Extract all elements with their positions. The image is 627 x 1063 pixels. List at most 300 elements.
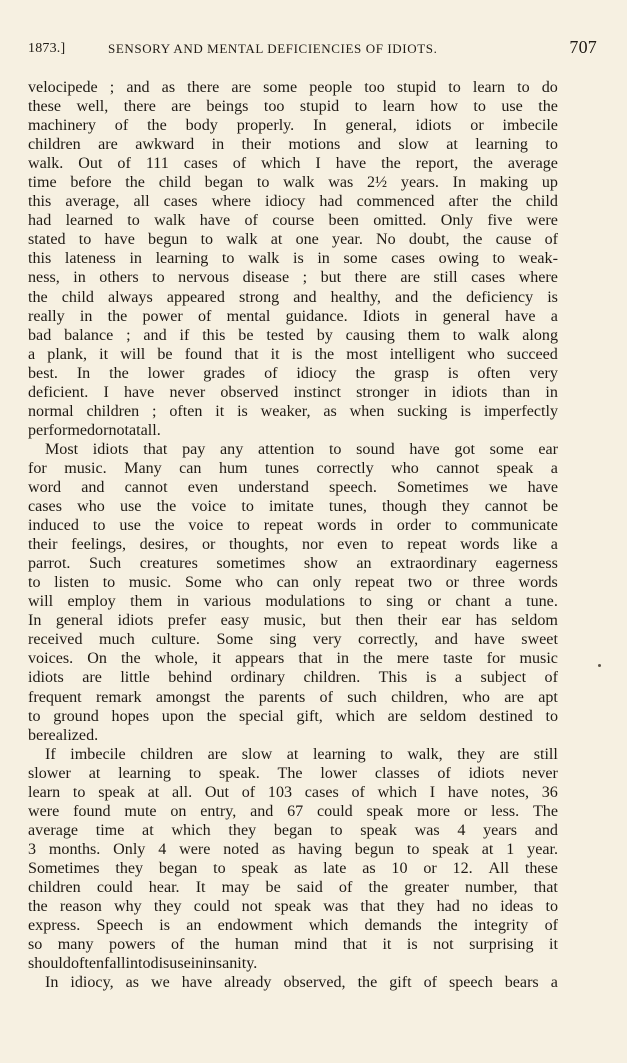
text-word: have xyxy=(181,974,213,992)
text-word: have xyxy=(527,478,558,496)
text-word: 4 xyxy=(457,821,466,839)
text-word: has xyxy=(475,612,498,630)
text-word: of xyxy=(241,783,256,801)
text-word: be xyxy=(265,878,281,896)
text-word: cannot xyxy=(484,498,528,516)
text-word: to xyxy=(354,98,368,116)
text-word: stupid xyxy=(299,98,340,116)
text-word: the xyxy=(492,193,512,211)
text-word: got xyxy=(454,440,475,458)
text-word: children xyxy=(86,402,140,420)
text-word: to xyxy=(237,517,250,535)
text-word: in xyxy=(176,593,190,611)
text-word: speech xyxy=(448,974,493,992)
text-word: begun xyxy=(148,231,188,249)
text-word: best. xyxy=(28,364,58,382)
text-word: 67 xyxy=(287,802,304,820)
text-word: classes xyxy=(374,764,420,782)
running-header xyxy=(28,36,597,60)
text-line xyxy=(28,630,558,649)
text-word: it xyxy=(215,402,225,420)
text-word: to xyxy=(448,79,461,96)
text-word: very xyxy=(312,631,342,649)
text-word: walk xyxy=(154,212,186,230)
text-word: speak xyxy=(360,821,397,839)
text-word: this xyxy=(28,193,52,211)
text-word: voice xyxy=(191,498,227,516)
text-word: to xyxy=(329,821,343,839)
text-word: The xyxy=(277,764,303,782)
text-word: learning xyxy=(118,764,171,782)
text-word: begun xyxy=(354,840,395,858)
text-word: 3 xyxy=(28,840,37,858)
text-word: chant xyxy=(455,593,491,611)
text-word: not xyxy=(433,936,454,954)
text-word: learn xyxy=(28,783,61,801)
text-word: all xyxy=(133,193,150,211)
text-word: repeat xyxy=(407,536,447,554)
text-word: frequent xyxy=(28,688,82,706)
text-word: to xyxy=(381,536,394,554)
text-word: that xyxy=(298,650,323,668)
text-word: it xyxy=(212,650,222,668)
text-word: their xyxy=(397,612,428,630)
text-word: the xyxy=(381,155,401,173)
text-word: at xyxy=(446,136,458,154)
text-word: idiocy xyxy=(296,364,337,382)
text-word: could xyxy=(193,898,230,916)
text-word: had xyxy=(319,193,343,211)
text-word: can xyxy=(276,574,299,592)
text-word: an xyxy=(356,555,372,573)
text-word: words xyxy=(460,536,500,554)
text-line xyxy=(28,78,558,97)
text-word: machinery xyxy=(28,117,96,135)
text-word: where xyxy=(518,269,558,287)
text-word: ; xyxy=(152,402,157,420)
text-word: have xyxy=(104,231,135,249)
text-word: motions xyxy=(288,136,341,154)
text-word: performed xyxy=(28,421,96,439)
text-word: speak xyxy=(98,783,135,801)
text-word: strong xyxy=(238,288,280,306)
text-word: 10 xyxy=(391,859,408,877)
text-word: they xyxy=(115,859,144,877)
text-word: I xyxy=(315,155,321,173)
text-word: many xyxy=(57,936,94,954)
text-word: Such xyxy=(89,555,122,573)
text-word: pay xyxy=(182,440,206,458)
text-word: body xyxy=(185,117,218,135)
text-word: but xyxy=(320,269,342,287)
text-word: which xyxy=(261,155,301,173)
text-word: to xyxy=(152,269,165,287)
text-word: of xyxy=(338,878,353,896)
text-word: be xyxy=(238,326,254,344)
text-word: into xyxy=(125,955,151,973)
text-word: succeed xyxy=(506,345,558,363)
text-word: not xyxy=(108,421,130,439)
text-line xyxy=(28,154,558,173)
text-word: powers xyxy=(109,936,156,954)
text-word: then xyxy=(355,612,384,630)
text-word: employ xyxy=(67,593,116,611)
text-word: year. xyxy=(332,231,363,249)
text-word: them xyxy=(130,593,163,611)
text-word: less. xyxy=(491,802,520,820)
text-word: three xyxy=(472,574,505,592)
text-word: are xyxy=(231,79,252,96)
text-word: and xyxy=(395,288,419,306)
text-word: upon xyxy=(161,707,194,725)
text-word: children xyxy=(28,136,81,154)
text-word: of xyxy=(437,764,451,782)
text-word: can xyxy=(179,459,202,477)
text-word: have xyxy=(474,631,505,649)
text-word: In xyxy=(28,612,42,630)
text-word: extraordinary xyxy=(390,555,477,573)
text-word: there xyxy=(123,98,156,116)
text-word: have xyxy=(199,212,231,230)
text-word: sound xyxy=(356,440,395,458)
text-word: is xyxy=(460,402,471,420)
text-word: sing xyxy=(386,593,414,611)
text-word: thoughts, xyxy=(228,536,289,554)
text-word: where xyxy=(211,193,251,211)
text-word: are xyxy=(82,669,102,687)
text-word: correctly xyxy=(316,459,374,477)
text-word: walk xyxy=(226,231,258,249)
text-word: entry, xyxy=(200,802,237,820)
text-word: stated xyxy=(28,231,66,249)
text-word: idiocy, xyxy=(70,974,114,992)
text-word: guidance. xyxy=(285,307,348,325)
text-word: healthy, xyxy=(330,288,381,306)
text-word: there xyxy=(354,269,387,287)
text-word: show xyxy=(303,555,338,573)
text-word: on xyxy=(170,802,187,820)
text-line xyxy=(28,954,558,973)
text-word: idiots xyxy=(468,764,505,782)
text-word: in xyxy=(211,136,225,154)
text-word: which xyxy=(171,821,211,839)
text-word: learning xyxy=(155,250,209,268)
text-word: seldom xyxy=(419,707,467,725)
text-word: too xyxy=(263,98,285,116)
text-word: of xyxy=(544,231,558,249)
text-word: the xyxy=(357,974,378,992)
text-word: in xyxy=(317,250,330,268)
text-word: like xyxy=(513,536,538,554)
text-word: stronger xyxy=(356,383,409,401)
text-word: in xyxy=(423,383,437,401)
text-word: could xyxy=(316,802,353,820)
text-word: ear xyxy=(441,612,462,630)
text-word: apt xyxy=(538,688,558,706)
text-word: eagerness xyxy=(495,555,558,573)
text-word: I xyxy=(103,383,109,401)
text-word: parents xyxy=(258,688,306,706)
text-line xyxy=(28,973,558,992)
text-word: began xyxy=(158,859,198,877)
text-word: years. xyxy=(400,174,439,192)
text-word: not xyxy=(241,898,263,916)
text-word: is xyxy=(159,917,170,935)
text-word: reason xyxy=(59,898,102,916)
text-line xyxy=(28,459,558,478)
text-word: having xyxy=(298,840,342,858)
text-word: speech. xyxy=(329,478,377,496)
text-word: All xyxy=(488,859,510,877)
text-word: there xyxy=(187,79,220,96)
text-word: lateness xyxy=(64,250,116,268)
text-word: idiots xyxy=(92,440,129,458)
text-word: general xyxy=(55,612,104,630)
text-word: as xyxy=(323,402,337,420)
text-word: often xyxy=(477,364,511,382)
text-word: and xyxy=(81,478,105,496)
text-line xyxy=(28,840,558,859)
text-line xyxy=(28,421,558,440)
text-word: in xyxy=(414,307,428,325)
text-word: be xyxy=(542,498,558,516)
text-word: some xyxy=(489,440,524,458)
text-line xyxy=(28,535,558,554)
text-word: is xyxy=(237,402,248,420)
text-word: observed xyxy=(220,383,279,401)
text-word: sing xyxy=(269,631,297,649)
text-word: at xyxy=(270,231,283,249)
text-word: properly. xyxy=(236,117,295,135)
text-word: and xyxy=(534,821,558,839)
text-word: music xyxy=(519,650,558,668)
text-word: walk xyxy=(283,174,315,192)
text-word: bad xyxy=(28,326,52,344)
text-word: cases xyxy=(391,250,426,268)
text-word: well, xyxy=(76,98,109,116)
text-word: the xyxy=(538,98,558,116)
text-word: the xyxy=(437,917,458,935)
text-word: ; xyxy=(109,79,115,96)
text-line xyxy=(28,935,558,954)
text-word: one xyxy=(295,231,319,249)
text-word: hear. xyxy=(148,878,180,896)
text-word: if xyxy=(179,326,190,344)
text-word: nervous xyxy=(178,269,230,287)
text-word: This xyxy=(378,669,408,687)
text-word: began xyxy=(273,821,313,839)
text-word: the xyxy=(120,650,141,668)
text-word: report, xyxy=(415,155,459,173)
text-word: human xyxy=(234,936,279,954)
text-word: at xyxy=(129,421,141,439)
text-word: for xyxy=(28,459,47,477)
text-word: are xyxy=(499,745,520,763)
text-word: to xyxy=(328,440,342,458)
text-line xyxy=(28,916,558,935)
text-word: child xyxy=(61,288,94,306)
text-word: Some xyxy=(184,574,222,592)
text-line xyxy=(28,707,558,726)
text-word: are xyxy=(504,688,524,706)
text-word: creatures xyxy=(139,555,198,573)
text-word: of xyxy=(114,117,129,135)
text-word: which xyxy=(335,707,375,725)
text-line xyxy=(28,440,558,459)
text-word: have xyxy=(505,307,536,325)
text-word: in xyxy=(370,517,383,535)
text-word: or xyxy=(445,574,460,592)
text-word: to xyxy=(380,745,393,763)
text-word: learn xyxy=(472,79,506,96)
text-word: these xyxy=(28,98,62,116)
text-word: fall xyxy=(104,955,126,973)
text-line xyxy=(28,135,558,154)
text-word: sucking xyxy=(397,402,448,420)
text-word: that xyxy=(533,878,558,896)
text-word: of xyxy=(544,669,558,687)
text-word: various xyxy=(203,593,251,611)
text-word: idiots xyxy=(415,117,452,135)
text-word: tunes, xyxy=(328,498,367,516)
text-line xyxy=(28,478,558,497)
text-word: to xyxy=(200,231,214,249)
text-word: tunes xyxy=(265,459,299,477)
text-word: as xyxy=(271,840,286,858)
text-word: modulations xyxy=(265,593,345,611)
text-word: destined xyxy=(479,707,533,725)
text-word: words xyxy=(316,517,357,535)
body-text xyxy=(28,78,558,992)
text-word: all. xyxy=(140,421,161,439)
text-word: of xyxy=(544,917,558,935)
text-line xyxy=(28,611,558,630)
text-word: cases xyxy=(163,193,198,211)
text-word: deficiency xyxy=(466,288,534,306)
text-word: in xyxy=(545,383,558,401)
text-word: time xyxy=(95,821,125,839)
text-word: often xyxy=(169,402,203,420)
text-word: time xyxy=(28,174,57,192)
text-line xyxy=(28,649,558,668)
text-word: who xyxy=(462,688,490,706)
text-word: mere xyxy=(396,650,430,668)
text-word: mind xyxy=(294,936,328,954)
text-word: but xyxy=(320,612,342,630)
text-word: more xyxy=(416,802,451,820)
text-word: walk xyxy=(248,250,280,268)
text-word: to xyxy=(72,783,86,801)
text-word: In xyxy=(76,364,91,382)
text-word: a xyxy=(550,974,558,992)
text-word: they xyxy=(396,898,425,916)
text-word: received xyxy=(28,631,83,649)
text-word: though xyxy=(382,498,427,516)
text-word: still xyxy=(533,745,558,763)
text-word: weaker, xyxy=(260,402,311,420)
text-word: to xyxy=(127,212,140,230)
text-word: and xyxy=(143,326,167,344)
text-line xyxy=(28,764,558,783)
text-word: 4 xyxy=(158,840,167,858)
text-word: and xyxy=(357,136,381,154)
text-word: is xyxy=(425,669,437,687)
text-word: to xyxy=(545,898,558,916)
text-word: to xyxy=(28,574,41,592)
text-word: them xyxy=(407,326,440,344)
text-word: intelligent xyxy=(389,345,455,363)
text-word: disease xyxy=(242,269,290,287)
text-word: Idiots xyxy=(362,307,400,325)
text-word: easy xyxy=(220,612,250,630)
text-word: lower xyxy=(147,364,185,382)
text-word: the xyxy=(154,517,175,535)
text-word: use xyxy=(119,517,141,535)
text-word: instinct xyxy=(293,383,341,401)
text-word: five xyxy=(487,212,513,230)
text-word: along xyxy=(522,326,558,344)
text-word: in xyxy=(336,650,350,668)
text-word: omitted. xyxy=(373,212,427,230)
text-word: or xyxy=(427,593,441,611)
text-word: is xyxy=(291,345,303,363)
text-word: observed, xyxy=(283,974,346,992)
text-word: imbecile xyxy=(70,745,126,763)
text-word: correctly, xyxy=(358,631,419,649)
text-word: notes, xyxy=(491,783,529,801)
text-word: two xyxy=(407,574,432,592)
text-word: such xyxy=(347,688,377,706)
text-word: insanity. xyxy=(203,955,258,973)
text-word: any xyxy=(220,440,244,458)
text-word: to xyxy=(92,517,106,535)
text-line xyxy=(28,821,558,840)
text-word: general xyxy=(442,307,490,325)
text-word: listen xyxy=(54,574,90,592)
text-word: do xyxy=(541,79,558,96)
text-word: the xyxy=(355,364,376,382)
text-line xyxy=(28,688,558,707)
text-word: In xyxy=(452,174,467,192)
text-word: appears xyxy=(235,650,285,668)
text-word: never xyxy=(169,383,206,401)
text-word: causing xyxy=(345,326,395,344)
text-word: cannot xyxy=(124,478,168,496)
text-line xyxy=(28,726,558,745)
text-word: the xyxy=(224,688,245,706)
text-word: slower xyxy=(28,764,71,782)
text-word: Speech xyxy=(96,917,143,935)
text-line xyxy=(28,288,558,307)
text-word: is xyxy=(547,288,558,306)
text-word: the xyxy=(156,498,177,516)
text-word: Most xyxy=(45,440,79,458)
text-word: and xyxy=(293,288,317,306)
text-word: at xyxy=(286,745,299,763)
text-word: have xyxy=(123,383,155,401)
text-word: in xyxy=(73,269,86,287)
text-word: doubt, xyxy=(408,231,450,249)
text-word: at xyxy=(481,840,494,858)
text-word: who xyxy=(467,345,495,363)
text-word: children. xyxy=(303,669,361,687)
text-word: mute xyxy=(124,802,157,820)
text-word: slow xyxy=(241,745,273,763)
text-word: this xyxy=(202,326,226,344)
text-word: walk, xyxy=(407,745,443,763)
text-word: grades xyxy=(203,364,246,382)
text-word: Some xyxy=(216,631,254,649)
